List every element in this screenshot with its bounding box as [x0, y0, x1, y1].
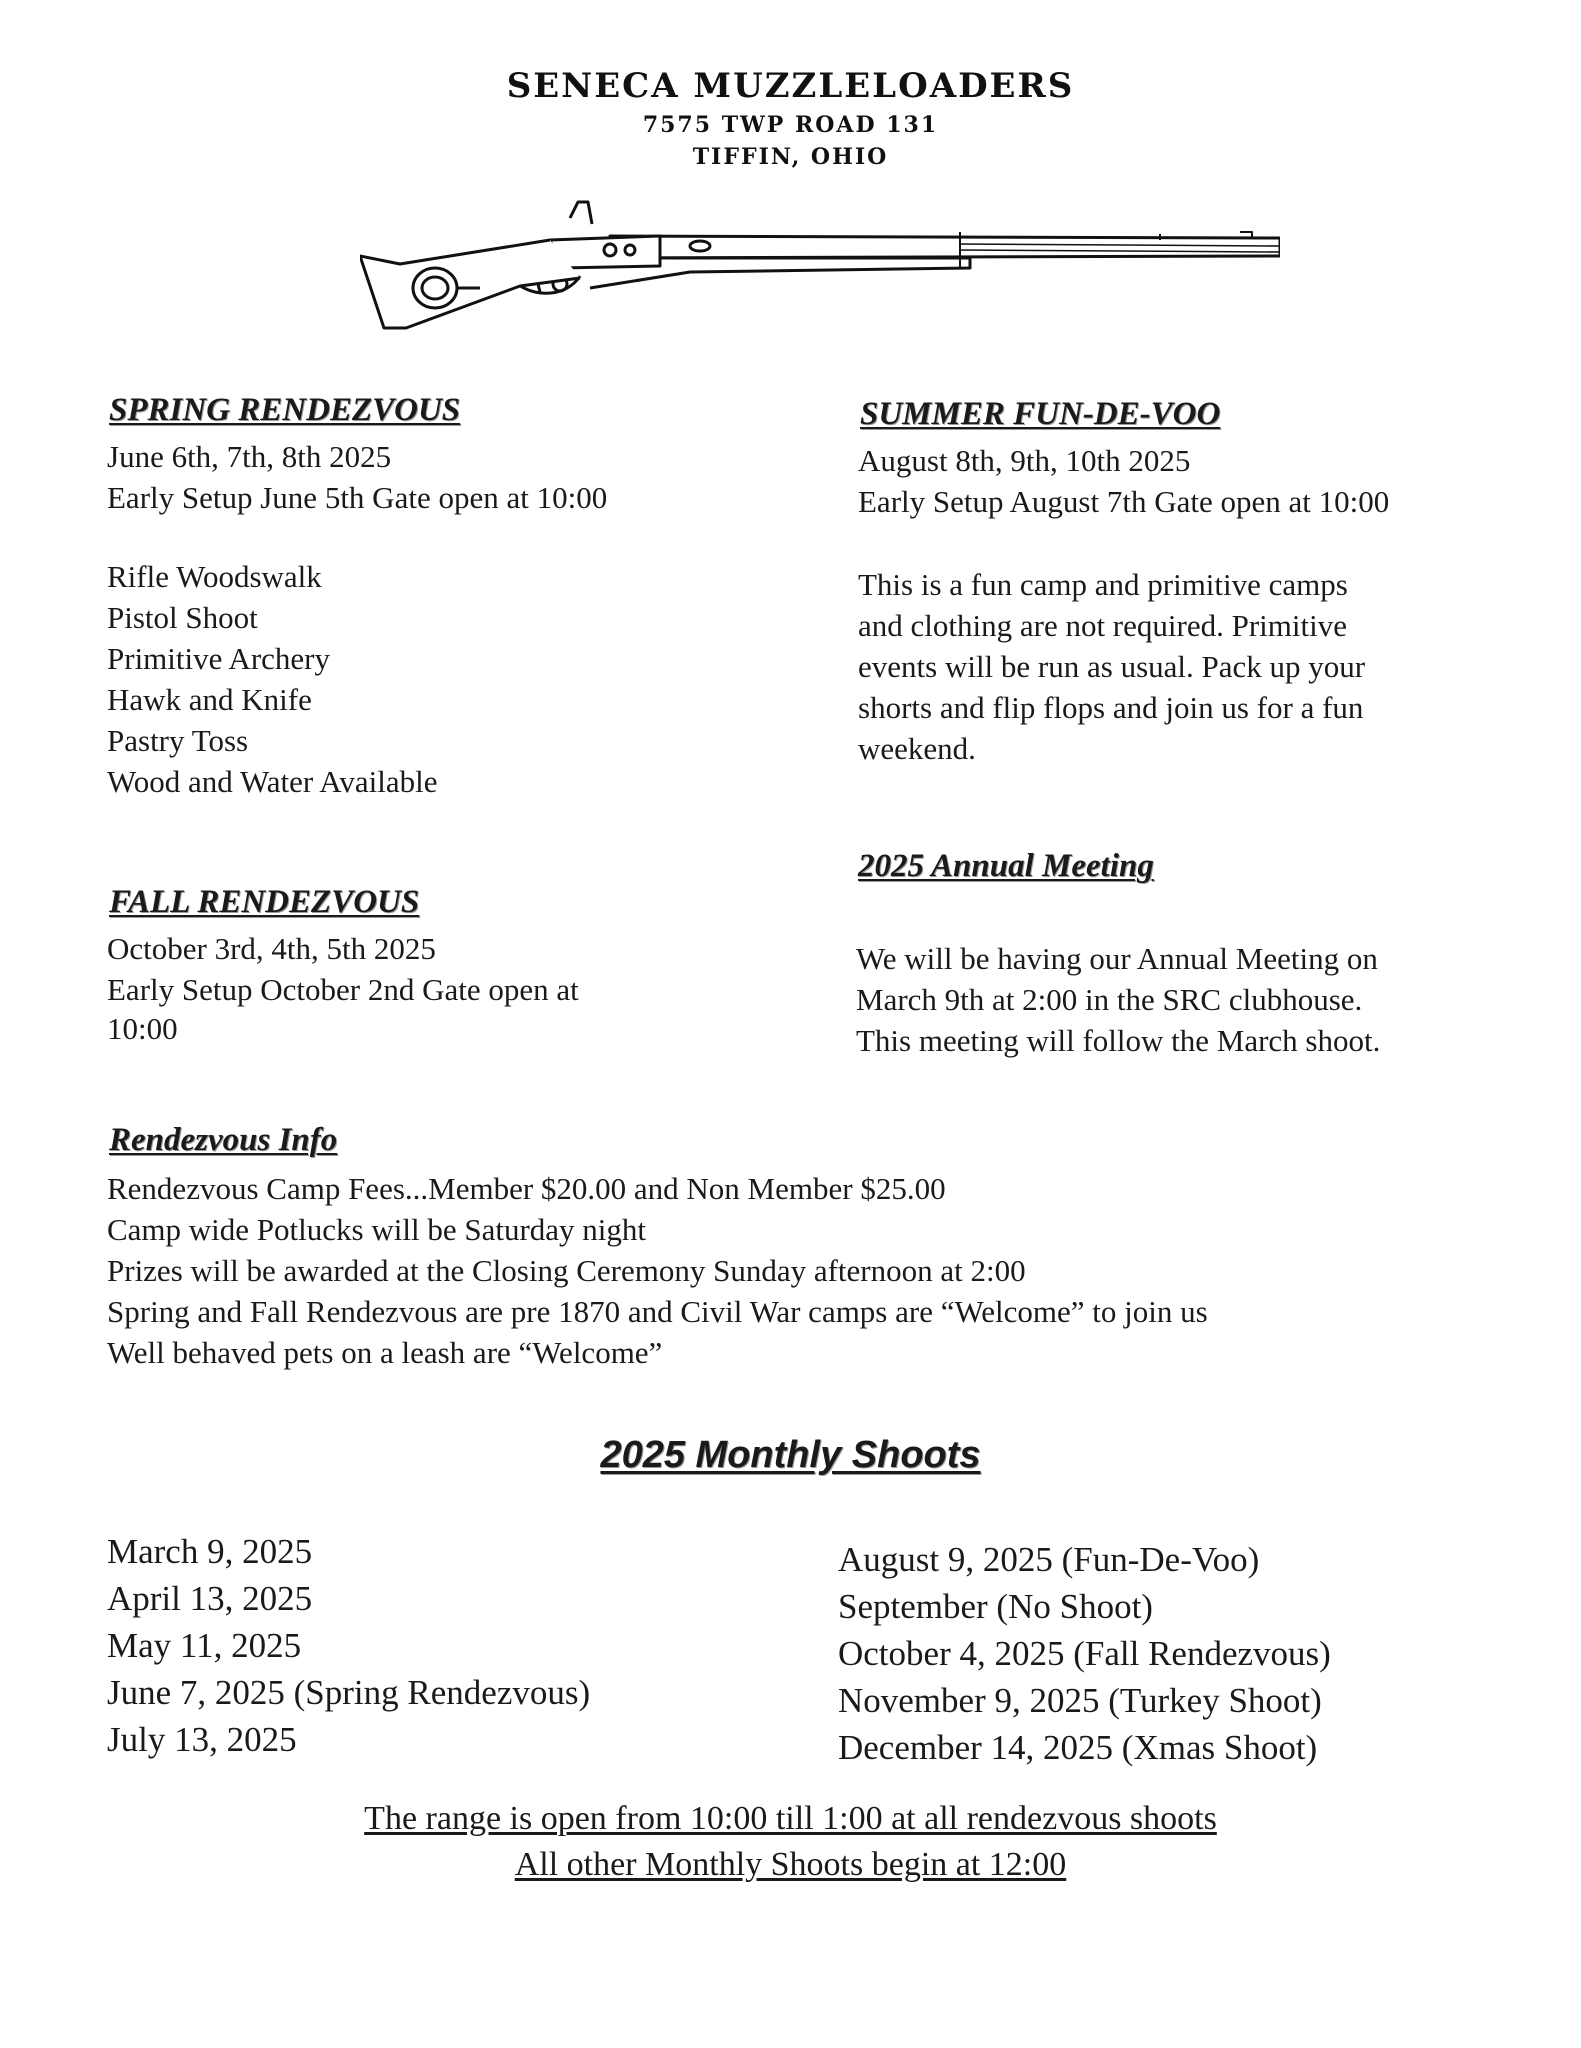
list-item: Primitive Archery: [107, 641, 330, 676]
text-line: Prizes will be awarded at the Closing Ceremony Sunday afternoon at 2:00: [107, 1253, 1026, 1288]
text-line: events will be run as usual. Pack up your: [858, 649, 1366, 684]
summer-description: [858, 564, 1365, 769]
text-line: shorts and flip flops and join us for a fun: [858, 690, 1364, 725]
fall-dates: October 3rd, 4th, 5th 2025: [107, 931, 436, 966]
list-item: December 14, 2025 (Xmas Shoot): [838, 1728, 1318, 1767]
text-line: This meeting will follow the March shoot.: [856, 1023, 1381, 1058]
text-line: Rendezvous Camp Fees...Member $20.00 and Non Member $25.00: [107, 1171, 946, 1206]
list-item: September (No Shoot): [838, 1587, 1153, 1626]
fall-early-setup-line-1: Early Setup October 2nd Gate open at: [107, 972, 579, 1007]
rendezvous-info-heading: Rendezvous Info: [109, 1122, 338, 1158]
annual-meeting-text: [856, 938, 1380, 1061]
annual-meeting-heading: 2025 Annual Meeting: [858, 848, 1154, 884]
list-item: October 4, 2025 (Fall Rendezvous): [838, 1634, 1331, 1673]
text-line: weekend.: [858, 731, 976, 766]
spring-dates: June 6th, 7th, 8th 2025: [107, 439, 392, 474]
summer-fun-de-voo-heading: SUMMER FUN-DE-VOO: [860, 396, 1221, 432]
fall-rendezvous-heading: FALL RENDEZVOUS: [109, 884, 420, 920]
monthly-shoots-left-list: [107, 1528, 590, 1763]
address-line-1: 7575 TWP ROAD 131: [642, 112, 939, 138]
spring-early-setup: Early Setup June 5th Gate open at 10:00: [107, 480, 608, 515]
club-name: SENECA MUZZLELOADERS: [506, 66, 1075, 106]
fall-early-setup-line-2: 10:00: [107, 1011, 178, 1046]
rendezvous-info-text: [107, 1168, 1208, 1373]
list-item: July 13, 2025: [107, 1720, 297, 1759]
list-item: August 9, 2025 (Fun-De-Voo): [838, 1540, 1260, 1579]
monthly-shoots-right-list: [838, 1536, 1331, 1771]
list-item: March 9, 2025: [107, 1532, 313, 1571]
text-line: We will be having our Annual Meeting on: [856, 941, 1378, 976]
list-item: Pastry Toss: [107, 723, 249, 758]
list-item: June 7, 2025 (Spring Rendezvous): [107, 1673, 591, 1712]
text-line: Spring and Fall Rendezvous are pre 1870 and Civil War camps are “Welcome” to join us: [107, 1294, 1208, 1329]
address-line-2: TIFFIN, OHIO: [692, 144, 889, 170]
list-item: Pistol Shoot: [107, 600, 258, 635]
monthly-start-note: All other Monthly Shoots begin at 12:00: [514, 1846, 1067, 1883]
list-item: Wood and Water Available: [107, 764, 438, 799]
list-item: November 9, 2025 (Turkey Shoot): [838, 1681, 1322, 1720]
spring-events-list: [107, 556, 437, 802]
text-line: March 9th at 2:00 in the SRC clubhouse.: [856, 982, 1363, 1017]
summer-dates: August 8th, 9th, 10th 2025: [858, 443, 1191, 478]
list-item: Rifle Woodswalk: [107, 559, 322, 594]
text-line: This is a fun camp and primitive camps: [858, 567, 1348, 602]
summer-early-setup: Early Setup August 7th Gate open at 10:00: [858, 484, 1390, 519]
list-item: May 11, 2025: [107, 1626, 302, 1665]
range-hours-note: The range is open from 10:00 till 1:00 at all rendezvous shoots: [364, 1800, 1217, 1837]
text-line: Camp wide Potlucks will be Saturday night: [107, 1212, 647, 1247]
text-line: and clothing are not required. Primitive: [858, 608, 1347, 643]
text-line: Well behaved pets on a leash are “Welcome”: [107, 1335, 663, 1370]
list-item: April 13, 2025: [107, 1579, 313, 1618]
list-item: Hawk and Knife: [107, 682, 312, 717]
rifle-illustration: [360, 188, 1280, 343]
spring-rendezvous-heading: SPRING RENDEZVOUS: [109, 392, 461, 428]
monthly-shoots-heading: 2025 Monthly Shoots: [600, 1434, 981, 1476]
